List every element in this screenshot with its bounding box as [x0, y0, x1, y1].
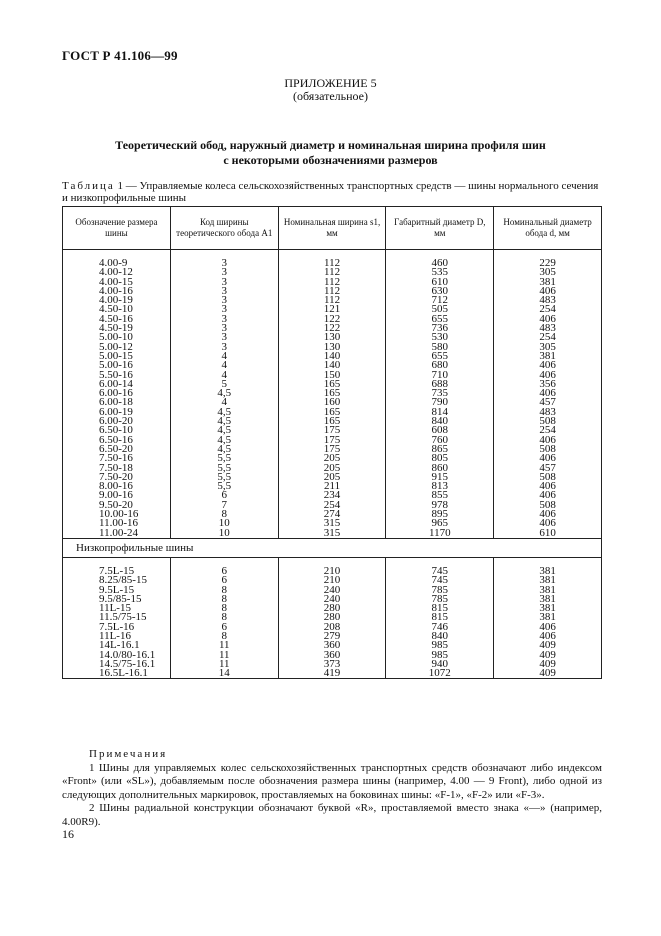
note-item: 2 Шины радиальной конструкции обозначают буквой «R», проставляемой вместо знака «—» (например, 4.00R9). — [62, 802, 602, 828]
page-number: 16 — [62, 827, 74, 841]
table-cell: 406 — [494, 454, 602, 463]
table-cell: 112 — [278, 296, 386, 305]
table-cell: 6.00-19 — [63, 408, 171, 417]
table-cell: 205 — [278, 473, 386, 482]
table-cell: 381 — [494, 586, 602, 595]
table-cell: 4.00-19 — [63, 296, 171, 305]
table-cell: 483 — [494, 408, 602, 417]
table-cell: 205 — [278, 464, 386, 473]
table-cell: 406 — [494, 510, 602, 519]
table-cell: 785 — [386, 586, 494, 595]
table-cell: 406 — [494, 287, 602, 296]
table-cell: 11.00-24 — [63, 529, 171, 539]
table-cell: 608 — [386, 426, 494, 435]
table-cell: 865 — [386, 445, 494, 454]
caption-text: 1 — Управляемые колеса сельскохозяйственных транспортных средств — шины нормального сечения и низкопрофильные шины — [62, 180, 599, 204]
table-cell: 5.00-10 — [63, 333, 171, 342]
table-cell: 150 — [278, 371, 386, 380]
table-cell: 3 — [170, 287, 278, 296]
table-cell: 112 — [278, 287, 386, 296]
table-cell: 112 — [278, 278, 386, 287]
table-cell: 122 — [278, 315, 386, 324]
table-cell: 483 — [494, 324, 602, 333]
table-cell: 760 — [386, 436, 494, 445]
table-cell: 381 — [494, 567, 602, 576]
table-cell: 406 — [494, 371, 602, 380]
table-cell: 409 — [494, 660, 602, 669]
table-cell: 175 — [278, 445, 386, 454]
table-cell: 3 — [170, 343, 278, 352]
table-cell: 505 — [386, 305, 494, 314]
appendix-title: ПРИЛОЖЕНИЕ 5 — [284, 76, 377, 90]
table-cell: 5.00-12 — [63, 343, 171, 352]
table-cell: 122 — [278, 324, 386, 333]
column-header: Габаритный диаметр D, мм — [386, 207, 494, 250]
title-line: с некоторыми обозначениями размеров — [223, 153, 438, 167]
table-cell: 3 — [170, 324, 278, 333]
table-cell: 815 — [386, 604, 494, 613]
table-cell: 14L-16.1 — [63, 641, 171, 650]
table-cell: 5.00-16 — [63, 361, 171, 370]
table-cell: 6 — [170, 567, 278, 576]
table-cell: 5,5 — [170, 482, 278, 491]
table-cell: 3 — [170, 268, 278, 277]
table-cell: 305 — [494, 343, 602, 352]
table-cell: 381 — [494, 576, 602, 585]
table-cell: 1170 — [386, 529, 494, 539]
table-cell: 210 — [278, 567, 386, 576]
table-cell: 7.50-18 — [63, 464, 171, 473]
table-cell: 5,5 — [170, 464, 278, 473]
table-cell: 508 — [494, 473, 602, 482]
table-cell: 5 — [170, 380, 278, 389]
table-cell: 10 — [170, 529, 278, 539]
table-cell: 315 — [278, 519, 386, 528]
table-cell: 790 — [386, 398, 494, 407]
table-cell: 406 — [494, 389, 602, 398]
section-title — [0, 138, 661, 168]
appendix-heading — [0, 77, 661, 103]
table-cell: 381 — [494, 604, 602, 613]
column-header: Обозначение размера шины — [63, 207, 171, 250]
table-cell: 8 — [170, 586, 278, 595]
table-cell: 8 — [170, 595, 278, 604]
table-cell: 4,5 — [170, 426, 278, 435]
table-cell: 978 — [386, 501, 494, 510]
table-cell: 535 — [386, 268, 494, 277]
table-cell: 4.00-9 — [63, 259, 171, 268]
title-line: Теоретический обод, наружный диаметр и номинальная ширина профиля шин — [115, 138, 546, 152]
notes — [62, 748, 602, 829]
table-cell: 3 — [170, 305, 278, 314]
notes-heading: Примечания — [89, 748, 168, 760]
table-cell: 610 — [494, 529, 602, 539]
table-cell: 208 — [278, 623, 386, 632]
table-cell: 280 — [278, 604, 386, 613]
table-cell: 9.00-16 — [63, 491, 171, 500]
table-cell: 406 — [494, 361, 602, 370]
table-cell: 254 — [494, 305, 602, 314]
table-cell: 11L-15 — [63, 604, 171, 613]
table-cell: 234 — [278, 491, 386, 500]
table-cell: 205 — [278, 454, 386, 463]
table-cell: 580 — [386, 343, 494, 352]
table-cell: 9.5/85-15 — [63, 595, 171, 604]
table-cell: 985 — [386, 651, 494, 660]
table-cell: 805 — [386, 454, 494, 463]
table-cell: 5.00-15 — [63, 352, 171, 361]
table-cell: 406 — [494, 519, 602, 528]
table-cell: 3 — [170, 259, 278, 268]
table-cell: 5,5 — [170, 454, 278, 463]
table-cell: 6.50-10 — [63, 426, 171, 435]
table-cell: 712 — [386, 296, 494, 305]
table-cell: 4,5 — [170, 408, 278, 417]
table-cell: 254 — [494, 333, 602, 342]
table-cell: 112 — [278, 259, 386, 268]
table-cell: 8.00-16 — [63, 482, 171, 491]
table-cell: 6.00-16 — [63, 389, 171, 398]
table-cell: 10.00-16 — [63, 510, 171, 519]
table-cell: 3 — [170, 333, 278, 342]
table-cell: 11 — [170, 641, 278, 650]
table-cell: 915 — [386, 473, 494, 482]
table-cell: 815 — [386, 613, 494, 622]
table-cell: 240 — [278, 586, 386, 595]
table-cell: 655 — [386, 315, 494, 324]
table-cell: 8.25/85-15 — [63, 576, 171, 585]
table-cell: 508 — [494, 417, 602, 426]
table-cell: 360 — [278, 641, 386, 650]
table-cell: 7.5L-16 — [63, 623, 171, 632]
table-cell: 165 — [278, 389, 386, 398]
table-cell: 210 — [278, 576, 386, 585]
table-cell: 3 — [170, 296, 278, 305]
table-cell: 406 — [494, 315, 602, 324]
table-cell: 4.50-16 — [63, 315, 171, 324]
table-cell: 814 — [386, 408, 494, 417]
table-cell: 11 — [170, 660, 278, 669]
table-cell: 409 — [494, 641, 602, 650]
table-cell: 11.00-16 — [63, 519, 171, 528]
table-cell: 381 — [494, 278, 602, 287]
table-cell: 688 — [386, 380, 494, 389]
table-cell: 735 — [386, 389, 494, 398]
table-cell: 160 — [278, 398, 386, 407]
table-cell: 840 — [386, 632, 494, 641]
table-cell: 745 — [386, 576, 494, 585]
table-cell: 165 — [278, 417, 386, 426]
table-body — [63, 250, 602, 679]
table-cell: 508 — [494, 445, 602, 454]
table-cell: 373 — [278, 660, 386, 669]
table-cell: 406 — [494, 436, 602, 445]
table-cell: 785 — [386, 595, 494, 604]
table-cell: 9.50-20 — [63, 501, 171, 510]
table-cell: 280 — [278, 613, 386, 622]
table-cell: 5.50-16 — [63, 371, 171, 380]
table-cell: 4.00-12 — [63, 268, 171, 277]
table-cell: 746 — [386, 623, 494, 632]
table-cell: 7.50-16 — [63, 454, 171, 463]
table-cell: 112 — [278, 268, 386, 277]
table-cell: 4 — [170, 361, 278, 370]
table-row — [63, 669, 602, 679]
table-cell: 10 — [170, 519, 278, 528]
table-cell: 4.50-10 — [63, 305, 171, 314]
table-cell: 940 — [386, 660, 494, 669]
table-cell: 305 — [494, 268, 602, 277]
table-cell: 460 — [386, 259, 494, 268]
table-cell: 14.5/75-16.1 — [63, 660, 171, 669]
table-cell: 4,5 — [170, 389, 278, 398]
table-cell: 4,5 — [170, 445, 278, 454]
table-cell: 360 — [278, 651, 386, 660]
column-header: Номинальная ширина s1, мм — [278, 207, 386, 250]
table-cell: 6 — [170, 491, 278, 500]
table-cell: 211 — [278, 482, 386, 491]
table-cell: 860 — [386, 464, 494, 473]
table-cell: 6.00-20 — [63, 417, 171, 426]
table-cell: 381 — [494, 352, 602, 361]
table-cell: 406 — [494, 623, 602, 632]
table-cell: 11.5/75-15 — [63, 613, 171, 622]
table-cell: 7 — [170, 501, 278, 510]
table-caption — [62, 180, 602, 204]
table-cell: 4 — [170, 371, 278, 380]
table-cell: 840 — [386, 417, 494, 426]
table-cell: 140 — [278, 352, 386, 361]
table-cell: 3 — [170, 278, 278, 287]
table-cell: 165 — [278, 408, 386, 417]
table-cell: 6.00-18 — [63, 398, 171, 407]
table-cell: 165 — [278, 380, 386, 389]
table-cell: 240 — [278, 595, 386, 604]
table-cell: 7.50-20 — [63, 473, 171, 482]
table-cell: 130 — [278, 343, 386, 352]
table-cell: 409 — [494, 669, 602, 679]
table-cell: 14 — [170, 669, 278, 679]
table-cell: 6.50-16 — [63, 436, 171, 445]
table-cell: 419 — [278, 669, 386, 679]
table-cell: 274 — [278, 510, 386, 519]
table-cell: 736 — [386, 324, 494, 333]
table-header-row — [63, 207, 602, 250]
column-header: Номинальный диаметр обода d, мм — [494, 207, 602, 250]
table-cell: 11 — [170, 651, 278, 660]
table-cell: 457 — [494, 398, 602, 407]
table-cell: 4 — [170, 398, 278, 407]
table-cell: 381 — [494, 595, 602, 604]
section-row — [63, 538, 602, 557]
table-cell: 4.50-19 — [63, 324, 171, 333]
caption-label: Таблица — [62, 180, 115, 192]
table-cell: 4,5 — [170, 436, 278, 445]
table-cell: 356 — [494, 380, 602, 389]
document-header: ГОСТ Р 41.106—99 — [62, 48, 178, 63]
table-cell: 710 — [386, 371, 494, 380]
table-cell: 406 — [494, 491, 602, 500]
section-label: Низкопрофильные шины — [63, 538, 602, 557]
table-cell: 229 — [494, 259, 602, 268]
table-cell: 254 — [278, 501, 386, 510]
table-cell: 254 — [494, 426, 602, 435]
table-cell: 985 — [386, 641, 494, 650]
table-cell: 745 — [386, 567, 494, 576]
table-cell: 4,5 — [170, 417, 278, 426]
table-cell: 3 — [170, 315, 278, 324]
table-cell: 315 — [278, 529, 386, 539]
table-cell: 6.50-20 — [63, 445, 171, 454]
table-cell: 508 — [494, 501, 602, 510]
note-item: 1 Шины для управляемых колес сельскохозяйственных транспортных средств обозначают либо индексом «Front» (или «SL»), добавляемым после обозначения размера шины (например, 4.00 — 9 Front), либо одной из следующих дополнительных маркировок, проставляемых на боковинах шины: «F-1», «F-2» или «F-3». — [62, 761, 602, 801]
table-cell: 530 — [386, 333, 494, 342]
table-cell: 6.00-14 — [63, 380, 171, 389]
table-cell: 406 — [494, 482, 602, 491]
table-cell: 130 — [278, 333, 386, 342]
table-cell: 406 — [494, 632, 602, 641]
table-cell: 4.00-15 — [63, 278, 171, 287]
table-cell: 483 — [494, 296, 602, 305]
table-cell: 8 — [170, 604, 278, 613]
table-cell: 175 — [278, 426, 386, 435]
table-cell: 1072 — [386, 669, 494, 679]
table-cell: 610 — [386, 278, 494, 287]
table-cell: 813 — [386, 482, 494, 491]
table-cell: 895 — [386, 510, 494, 519]
table-cell: 175 — [278, 436, 386, 445]
table-cell: 381 — [494, 613, 602, 622]
table-cell: 6 — [170, 623, 278, 632]
table-cell: 630 — [386, 287, 494, 296]
table-cell: 4.00-16 — [63, 287, 171, 296]
table-cell: 965 — [386, 519, 494, 528]
table-cell: 5,5 — [170, 473, 278, 482]
table-cell: 14.0/80-16.1 — [63, 651, 171, 660]
table-cell: 16.5L-16.1 — [63, 669, 171, 679]
table-cell: 4 — [170, 352, 278, 361]
table-cell: 409 — [494, 651, 602, 660]
column-header: Код ширины теоретического обода A1 — [170, 207, 278, 250]
table-cell: 457 — [494, 464, 602, 473]
table-cell: 279 — [278, 632, 386, 641]
appendix-subtitle: (обязательное) — [293, 89, 368, 103]
table-cell: 7.5L-15 — [63, 567, 171, 576]
table-cell: 855 — [386, 491, 494, 500]
table-cell: 11L-16 — [63, 632, 171, 641]
table-cell: 8 — [170, 613, 278, 622]
table-cell: 680 — [386, 361, 494, 370]
tire-table — [62, 206, 602, 679]
table-row — [63, 529, 602, 539]
table-cell: 8 — [170, 510, 278, 519]
table-cell: 9.5L-15 — [63, 586, 171, 595]
table-cell: 8 — [170, 632, 278, 641]
table-cell: 6 — [170, 576, 278, 585]
table-cell: 655 — [386, 352, 494, 361]
table-cell: 121 — [278, 305, 386, 314]
table-cell: 140 — [278, 361, 386, 370]
